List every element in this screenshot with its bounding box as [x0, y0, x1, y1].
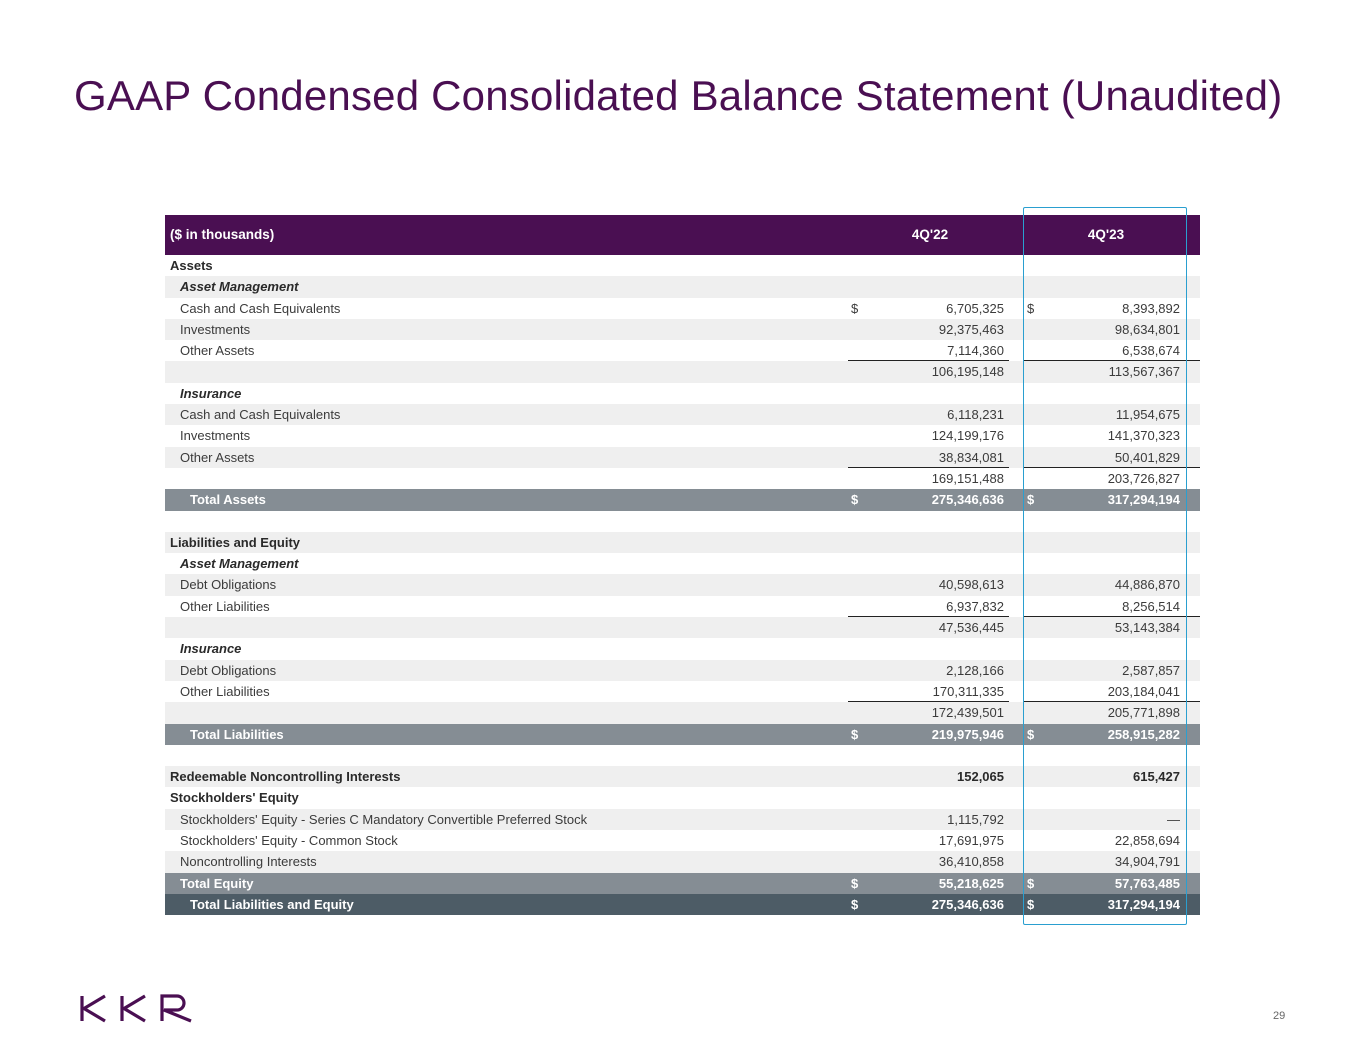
row-label: Asset Management [180, 279, 299, 295]
table-row [165, 298, 1200, 319]
value-4q22: 40,598,613 [938, 577, 1004, 593]
row-label: Stockholders' Equity - Series C Mandatory Convertible Preferred Stock [180, 811, 588, 827]
value-4q23: 11,954,675 [1115, 407, 1180, 423]
value-4q22: 106,195,148 [931, 364, 1004, 380]
table-row [165, 255, 1200, 276]
value-4q23: 317,294,194 [1107, 492, 1180, 508]
row-label: Other Liabilities [180, 683, 270, 699]
value-4q23: 258,915,282 [1107, 726, 1180, 742]
currency-symbol: $ [1027, 726, 1035, 742]
total-row [165, 489, 1200, 510]
value-4q23: 98,634,801 [1114, 321, 1180, 337]
total-row [165, 724, 1200, 745]
row-label: Insurance [180, 385, 242, 401]
table-header [165, 215, 1200, 255]
total-row [165, 873, 1200, 894]
value-4q23: 22,858,694 [1114, 833, 1180, 849]
spacer-row [165, 511, 1200, 532]
value-4q22: 152,065 [957, 769, 1004, 785]
value-4q23: 203,726,827 [1107, 470, 1180, 486]
column-header-4q23: 4Q'23 [1087, 227, 1125, 242]
row-label: Other Assets [180, 343, 255, 359]
table-row [165, 532, 1200, 553]
row-label: Debt Obligations [180, 662, 277, 678]
table-row [165, 340, 1200, 361]
table-row [165, 766, 1200, 787]
value-4q23: 50,401,829 [1114, 449, 1180, 465]
value-4q22: 170,311,335 [932, 683, 1004, 699]
table-row [165, 617, 1200, 638]
row-label: Cash and Cash Equivalents [180, 407, 341, 423]
table-row [165, 361, 1200, 382]
table-row [165, 574, 1200, 595]
value-4q23: 317,294,194 [1107, 896, 1180, 912]
value-4q23: 6,538,674 [1122, 343, 1180, 359]
table-row [165, 702, 1200, 723]
table-row [165, 596, 1200, 617]
row-label: Total Liabilities and Equity [190, 896, 354, 912]
row-label: Assets [170, 258, 213, 273]
table-row [165, 830, 1200, 851]
value-4q23: 141,370,323 [1107, 428, 1180, 444]
value-4q22: 6,118,231 [947, 407, 1004, 423]
value-4q23: 44,886,870 [1114, 577, 1180, 593]
table-row [165, 809, 1200, 830]
value-4q23: 205,771,898 [1107, 705, 1180, 721]
row-label: Total Liabilities [190, 726, 284, 742]
total-row [165, 894, 1200, 915]
row-label: Redeemable Noncontrolling Interests [170, 769, 401, 785]
value-4q22: 6,705,325 [946, 300, 1004, 316]
value-4q22: 124,199,176 [931, 428, 1004, 444]
table-row [165, 638, 1200, 659]
currency-symbol: $ [1027, 300, 1035, 316]
value-4q23: 113,567,367 [1108, 364, 1180, 380]
table-row [165, 404, 1200, 425]
kkr-logo [79, 993, 195, 1023]
row-label: Liabilities and Equity [170, 534, 301, 550]
table-row [165, 468, 1200, 489]
currency-symbol: $ [851, 492, 859, 508]
table-row [165, 681, 1200, 702]
row-label: Insurance [180, 641, 242, 657]
value-4q23: 2,587,857 [1122, 662, 1180, 678]
table-row [165, 425, 1200, 446]
row-label: Debt Obligations [180, 577, 277, 593]
table-row [165, 447, 1200, 468]
value-4q23: 57,763,485 [1114, 875, 1180, 891]
row-label: Investments [180, 321, 251, 337]
value-4q23: 203,184,041 [1107, 683, 1180, 699]
value-4q22: 55,218,625 [938, 875, 1004, 891]
currency-symbol: $ [851, 726, 859, 742]
page-number: 29 [1273, 1010, 1286, 1022]
table-body [165, 255, 1200, 915]
value-4q22: 275,346,636 [931, 896, 1004, 912]
row-label: Investments [180, 428, 251, 444]
value-4q22: 2,128,166 [946, 662, 1004, 678]
row-label: Asset Management [180, 556, 299, 572]
row-label: Cash and Cash Equivalents [180, 300, 341, 316]
value-4q23: 615,427 [1133, 769, 1180, 785]
currency-symbol: $ [851, 300, 859, 316]
table-row [165, 276, 1200, 297]
value-4q22: 6,937,832 [946, 598, 1004, 614]
row-label: Stockholders' Equity - Common Stock [180, 833, 398, 849]
value-4q22: 169,151,488 [931, 470, 1004, 486]
currency-symbol: $ [1027, 492, 1035, 508]
value-4q22: 36,410,858 [938, 854, 1004, 870]
spacer-row [165, 745, 1200, 766]
unit-label: ($ in thousands) [170, 227, 275, 242]
page-title: GAAP Condensed Consolidated Balance Statement (Unaudited) [74, 72, 1283, 119]
table-row [165, 319, 1200, 340]
value-4q22: 172,439,501 [931, 705, 1004, 721]
currency-symbol: $ [851, 875, 859, 891]
row-label: Other Liabilities [180, 598, 270, 614]
value-4q22: 38,834,081 [938, 449, 1004, 465]
value-4q22: 17,691,975 [938, 833, 1004, 849]
value-4q23: 8,256,514 [1122, 598, 1180, 614]
row-label: Other Assets [180, 449, 255, 465]
table-row [165, 851, 1200, 872]
row-label: Stockholders' Equity [170, 790, 299, 806]
value-4q23: — [1167, 811, 1180, 827]
value-4q22: 7,114,360 [947, 343, 1004, 359]
value-4q22: 275,346,636 [931, 492, 1004, 508]
value-4q23: 53,143,384 [1114, 620, 1180, 636]
table-row [165, 787, 1200, 808]
row-label: Total Assets [190, 492, 266, 508]
row-label: Total Equity [180, 875, 254, 891]
value-4q22: 219,975,946 [931, 726, 1004, 742]
currency-symbol: $ [851, 896, 859, 912]
value-4q23: 34,904,791 [1114, 854, 1180, 870]
value-4q22: 1,115,792 [947, 811, 1004, 827]
row-label: Noncontrolling Interests [180, 854, 317, 870]
table-row [165, 553, 1200, 574]
column-header-4q22: 4Q'22 [911, 227, 949, 242]
currency-symbol: $ [1027, 896, 1035, 912]
table-row [165, 383, 1200, 404]
currency-symbol: $ [1027, 875, 1035, 891]
value-4q23: 8,393,892 [1122, 300, 1180, 316]
value-4q22: 92,375,463 [938, 321, 1004, 337]
value-4q22: 47,536,445 [938, 620, 1004, 636]
balance-sheet-table [165, 215, 1200, 915]
table-row [165, 660, 1200, 681]
